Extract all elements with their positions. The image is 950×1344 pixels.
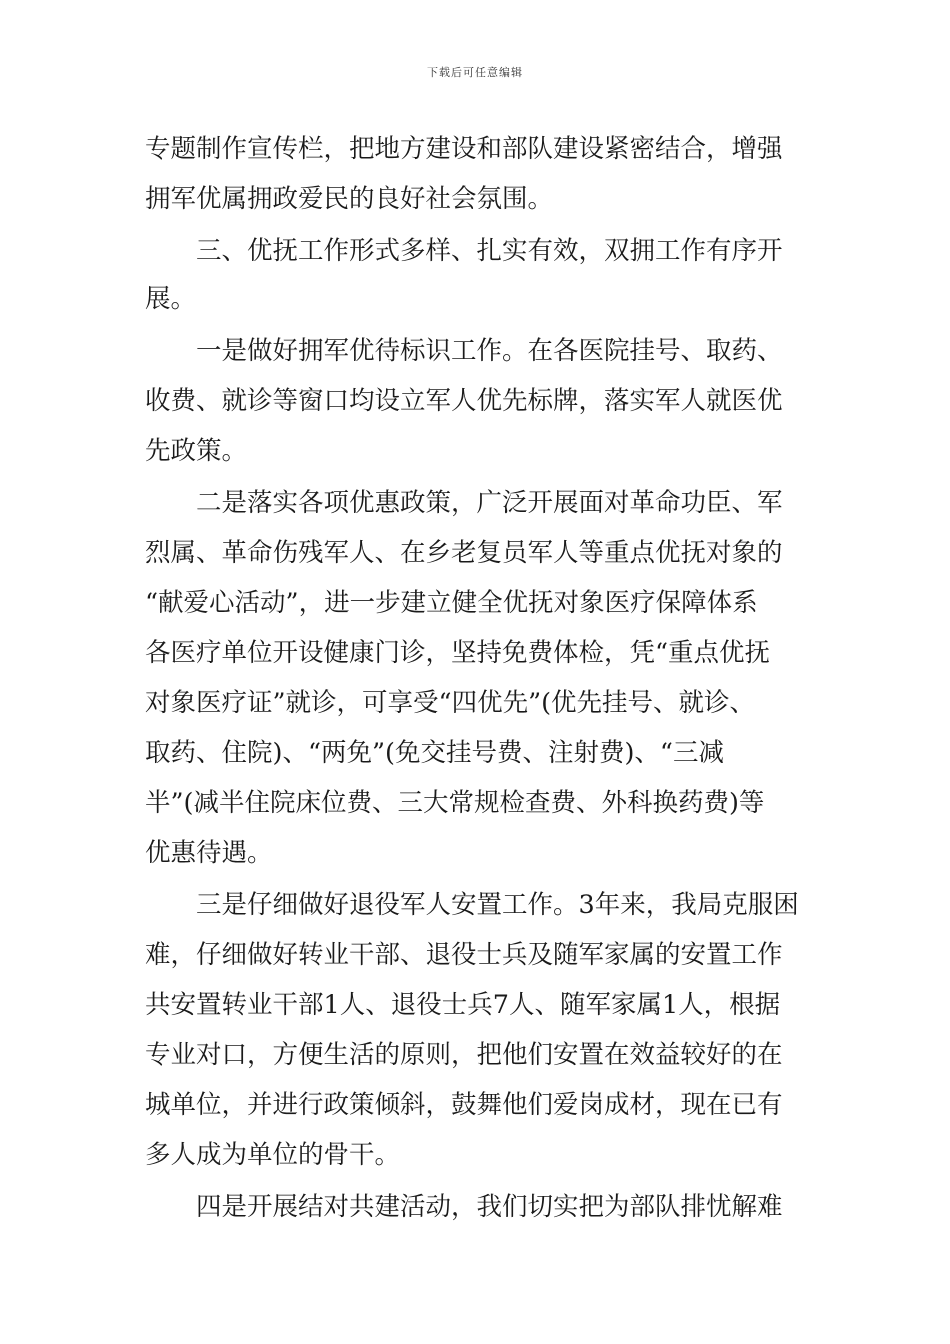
text-line: 专业对口，方便生活的原则，把他们安置在效益较好的在 [145,1040,783,1070]
text-line: “献爱心活动”，进一步建立健全优抚对象医疗保障体系 [145,588,758,618]
text-line: 烈属、革命伤残军人、在乡老复员军人等重点优抚对象的 [145,538,783,568]
text-line: 展。 [145,284,197,314]
section-heading: 三、优抚工作形式多样、扎实有效，双拥工作有序开 [196,236,783,266]
text-line: 半”(减半住院床位费、三大常规检查费、外科换药费)等 [145,788,765,818]
paragraph-start: 一是做好拥军优待标识工作。在各医院挂号、取药、 [196,336,783,366]
text-line: 城单位，并进行政策倾斜，鼓舞他们爱岗成材，现在已有 [145,1090,783,1120]
text-line: 先政策。 [145,436,248,466]
text-line: 取药、住院)、“两免”(免交挂号费、注射费)、“三减 [145,738,724,768]
text-line: 共安置转业干部1人、退役士兵7人、随军家属1人，根据 [145,990,781,1020]
paragraph-start: 二是落实各项优惠政策，广泛开展面对革命功臣、军 [196,488,783,518]
text-line: 难，仔细做好转业干部、退役士兵及随军家属的安置工作 [145,940,783,970]
text-line: 专题制作宣传栏，把地方建设和部队建设紧密结合，增强 [145,134,783,164]
text-line: 拥军优属拥政爱民的良好社会氛围。 [145,184,554,214]
text-line: 各医疗单位开设健康门诊，坚持免费体检，凭“重点优抚 [145,638,771,668]
text-line: 多人成为单位的骨干。 [145,1140,401,1170]
text-line: 收费、就诊等窗口均设立军人优先标牌，落实军人就医优 [145,386,783,416]
page-header: 下载后可任意编辑 [427,66,523,79]
text-line: 优惠待遇。 [145,838,273,868]
paragraph-start: 三是仔细做好退役军人安置工作。3年来，我局克服困 [196,890,799,920]
text-line: 对象医疗证”就诊，可享受“四优先”(优先挂号、就诊、 [145,688,756,718]
paragraph-start: 四是开展结对共建活动，我们切实把为部队排忧解难 [196,1192,783,1222]
